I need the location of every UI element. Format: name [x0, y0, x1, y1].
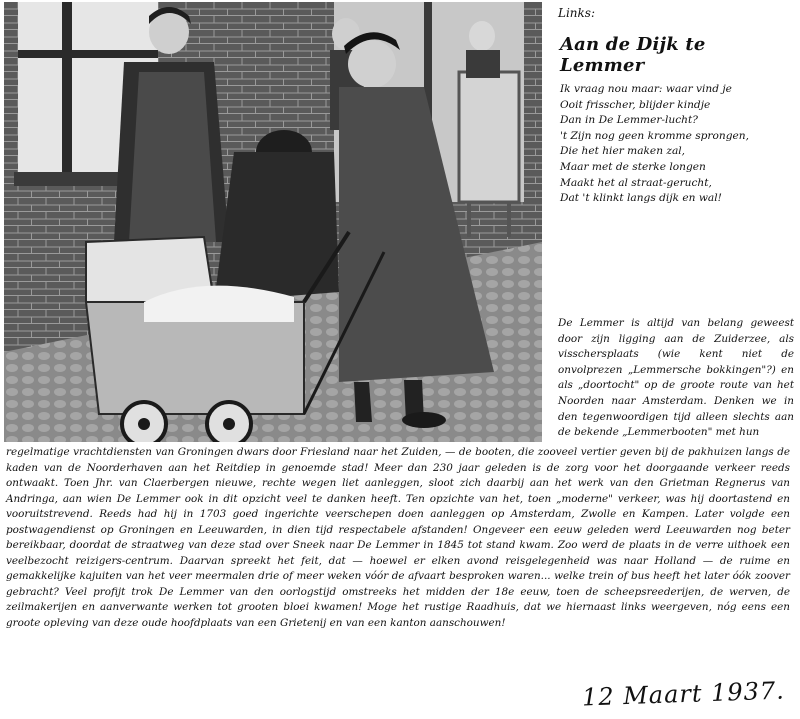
photo-caption [556, 6, 792, 207]
poem-line: Die het hier maken zal, [560, 145, 686, 158]
poem-line: Maakt het al straat-gerucht, [560, 176, 712, 189]
article-intro: De Lemmer is altijd van belang geweest door zijn ligging aan de Zuiderzee, als visschersplaats (wie kent niet de onvolprezen „Lemmersche bokkingen"?) en als „doortocht" op de groote route van het Noorden naar Amsterdam. Denken we in den tegenwoordigen tijd alleen slechts aan de bekende „Lemmerbooten" met hun [558, 317, 794, 439]
article-body: regelmatige vrachtdiensten van Groningen dwars door Friesland naar het Zuiden, — de booten, die zooveel vertier geven bij de pakhuizen langs de kaden van de Noorderhaven aan het Reitdiep in genoemde stad! Meer dan 230 jaar geleden is de zorg voor het doorgaande verkeer reeds ontwaakt. Toen Jhr. van Claerbergen nieuwe, rechte wegen liet aanleggen, sloot zich daarbij aan het werk van den Grietman Regnerus van Andringa, aan wien De Lemmer ook in dit opzicht veel te danken heeft. Ten opzichte van het, toen „moderne" verkeer, was hij doortastend en vooruitstrevend. Reeds had hij in 1703 goed ingerichte veerschepen doen aanleggen op Amsterdam, Zwolle en Kampen. Later volgde een postwagendienst op Groningen en Leeuwarden, in dien tijd respectabele afstanden! Ongeveer een eeuw geleden werd Leeuwarden nog beter bereikbaar, doordat de straatweg van deze stad over Sneek naar De Lemmer in 1845 tot stand kwam. Zoo werd de plaats in de verre uithoek een veelbezocht reizigers-centrum. Daarvan spreekt het feit, dat — hoewel er elken avond reisgelegenheid was naar Holland — de ruime en gemakkelijke kajuiten van het veer meermalen drie of meer weken vóór de afvaart besproken waren... welke trein of bus heeft het later óók zoover gebracht? Veel profijt trok De Lemmer van den oorlogstijd omstreeks het midden der 18e eeuw, toen de scheepsreederijen, de werven, de zeilmakerijen en aanverwante werken tot grooten bloei kwamen! Moge het rustige Raadhuis, dat we hiernaast links weergeven, nóg eens een groote opleving van deze oude hoofdplaats van een Grietenij en van een kanton aanschouwen! [6, 446, 790, 629]
street-photo-image [4, 2, 542, 442]
poem-line: 't Zijn nog geen kromme sprongen, [560, 129, 749, 142]
handwritten-date: 12 Maart 1937. [581, 676, 786, 712]
poem-line: Maar met de sterke longen [560, 160, 706, 173]
caption-title: Aan de Dijk te Lemmer [560, 34, 706, 76]
poem [556, 82, 792, 207]
caption-label: Links: [558, 6, 596, 20]
poem-line: Dan in De Lemmer-lucht? [560, 114, 698, 127]
poem-line: Ooit frisscher, blijder kindje [560, 98, 711, 111]
poem-line: Dat 't klinkt langs dijk en wal! [560, 192, 722, 205]
poem-line: Ik vraag nou maar: waar vind je [560, 83, 732, 95]
street-photo [4, 2, 542, 442]
